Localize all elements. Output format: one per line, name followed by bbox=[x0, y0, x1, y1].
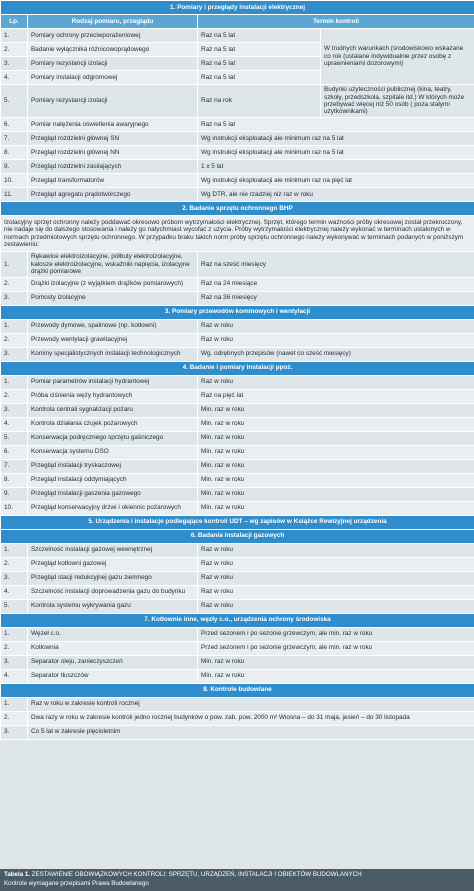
row-name: Przegląd agregatu prądotwórczego bbox=[28, 188, 198, 202]
row-name: Kontrola systemu wykrywania gazu bbox=[28, 599, 198, 613]
row-name: Kontrola centrali sygnalizacji pożaru bbox=[28, 403, 198, 417]
table-row bbox=[1, 431, 474, 445]
row-term: Raz w roku bbox=[198, 543, 474, 557]
row-name: Separator oleju, zanieczyszczeń bbox=[28, 655, 198, 669]
row-name: Separator tłuszczów bbox=[28, 669, 198, 683]
row-name: Przegląd rozdzielni głównej NN bbox=[28, 146, 198, 160]
header-type: Rodzaj pomiaru, przeglądu bbox=[28, 15, 198, 29]
row-number: 9. bbox=[1, 487, 28, 501]
row-term: Raz na pięć lat bbox=[198, 389, 474, 403]
section-7-rows bbox=[1, 627, 474, 683]
row-term: Raz na 5 lat bbox=[198, 29, 321, 43]
table-row bbox=[1, 501, 474, 515]
section-5-title: 5. Urządzenia i instalacje podlegające kontroli UDT – wg zapisów w Książce Rewizyjnej urządzenia bbox=[1, 515, 474, 529]
row-name: Kontrola działania czujek pożarowych bbox=[28, 417, 198, 431]
row-term: Raz w roku bbox=[198, 319, 474, 333]
row-name: Przegląd konserwacyjny drzwi i okiennic pożarowych bbox=[28, 501, 198, 515]
table-row bbox=[1, 417, 474, 431]
row-number: 2. bbox=[1, 277, 28, 291]
row-term: Raz na 5 lat bbox=[198, 57, 321, 71]
table-row bbox=[1, 557, 474, 571]
row-term: Raz na sześć miesięcy bbox=[198, 252, 474, 277]
row-number: 2. bbox=[1, 43, 28, 57]
row-term: Raz na 36 miesięcy bbox=[198, 291, 474, 305]
section-2-rows bbox=[1, 252, 474, 305]
table-row bbox=[1, 403, 474, 417]
row-name: Przewody wentylacji grawitacyjnej bbox=[28, 333, 198, 347]
table-row bbox=[1, 389, 474, 403]
row-name: Rękawice elektroizolacyjne, półbuty elektroizolacyjne, kalosze elektroizolacyjne, wskaźniki napięcia, izolacyjne drążki pomiarowe bbox=[28, 252, 198, 277]
section-1-title: 1. Pomiary i przeglądy instalacji elektrycznej bbox=[1, 1, 474, 15]
table-row bbox=[1, 319, 474, 333]
section-4-title: 4. Badanie i pomiary instalacji ppoż. bbox=[1, 361, 474, 375]
row-term: Przed sezonem i po sezonie grzewczym, ale min. raz w roku bbox=[198, 627, 474, 641]
row-number: 8. bbox=[1, 146, 28, 160]
table-row bbox=[1, 711, 474, 725]
row-number: 2. bbox=[1, 333, 28, 347]
row-number: 2. bbox=[1, 557, 28, 571]
row-number: 10. bbox=[1, 174, 28, 188]
row-name: Przegląd instalacji gaszenia gazowego bbox=[28, 487, 198, 501]
section-3-rows bbox=[1, 319, 474, 361]
table-row bbox=[1, 291, 474, 305]
table-row bbox=[1, 347, 474, 361]
row-name: Kotłownia bbox=[28, 641, 198, 655]
row-name: Konserwacja systemu DSO bbox=[28, 445, 198, 459]
row-term: Raz na 5 lat bbox=[198, 71, 321, 85]
row-name: Przewody dymowe, spalinowe (np. kotłowni) bbox=[28, 319, 198, 333]
table-row bbox=[1, 627, 474, 641]
row-term: Min. raz w roku bbox=[198, 403, 474, 417]
table-row bbox=[1, 29, 474, 43]
table-row bbox=[1, 459, 474, 473]
row-name: Pomiary rezystancji izolacji bbox=[28, 85, 198, 118]
row-number: 2. bbox=[1, 641, 28, 655]
table-row bbox=[1, 174, 474, 188]
row-term: Min. raz w roku bbox=[198, 459, 474, 473]
row-number: 1. bbox=[1, 29, 28, 43]
table-row bbox=[1, 132, 474, 146]
row-number: 4. bbox=[1, 585, 28, 599]
row-name: Kominy specjalistycznych instalacji technologicznych bbox=[28, 347, 198, 361]
row-number: 3. bbox=[1, 57, 28, 71]
row-term: Min. raz w roku bbox=[198, 431, 474, 445]
row-term: Wg instrukcji eksploatacji ale minimum raz na pięć lat bbox=[198, 174, 474, 188]
row-number: 1. bbox=[1, 627, 28, 641]
row-number: 3. bbox=[1, 347, 28, 361]
table-row bbox=[1, 571, 474, 585]
row-term: Raz na 24 miesiące bbox=[198, 277, 474, 291]
row-name: Badanie wyłącznika różnicowoprądowego bbox=[28, 43, 198, 57]
row-name: Przegląd rozdzielni głównej SN bbox=[28, 132, 198, 146]
section-4-rows bbox=[1, 375, 474, 515]
table-row bbox=[1, 487, 474, 501]
row-number: 5. bbox=[1, 85, 28, 118]
row-term: Min. raz w roku bbox=[198, 417, 474, 431]
caption-title: ZESTAWIENIE OBOWIĄZKOWYCH KONTROLI: SPRZĘTU, URZĄDZEŃ, INSTALACJI I OBIEKTÓW BUDOWLANYCH bbox=[30, 871, 362, 878]
row-term: Dwa razy w roku w zakresie kontroli jedno rocznej budynków o pow. zab. pow. 2000 m² Wiosna – do 31 maja, jesień – do 30 listopada bbox=[28, 711, 474, 725]
table-row bbox=[1, 585, 474, 599]
section-7-title: 7. Kotłownie inne, węzły c.o., urządzenia ochrony środowiska bbox=[1, 613, 474, 627]
row-name: Węzeł c.o. bbox=[28, 627, 198, 641]
row-term: 1 x 5 lat bbox=[198, 160, 474, 174]
row-term: Min. raz w roku bbox=[198, 487, 474, 501]
row-name: Próba ciśnienia węży hydrantowych bbox=[28, 389, 198, 403]
row-name: Pomiar parametrów instalacji hydrantowej bbox=[28, 375, 198, 389]
row-term: Raz w roku bbox=[198, 585, 474, 599]
row-number: 5. bbox=[1, 431, 28, 445]
section-8-rows bbox=[1, 697, 474, 739]
row-name: Pomiary instalacji odgromowej bbox=[28, 71, 198, 85]
row-name: Szczelność instalacji doprowadzenia gazu do budynku bbox=[28, 585, 198, 599]
row-number: 6. bbox=[1, 445, 28, 459]
row-number: 1. bbox=[1, 697, 28, 711]
row-name: Przegląd stacji redukcyjnej gazu ziemnego bbox=[28, 571, 198, 585]
header-lp: Lp. bbox=[1, 15, 28, 29]
row-name: Szczelność instalacji gazowej wewnętrznej bbox=[28, 543, 198, 557]
row-note: Budynki użyteczności publicznej (kina, teatry, szkoły, przedszkola, szpitale itd.) W których może przebywać więcej niż 50 osób ( poza stałymi użytkownikami) bbox=[321, 85, 474, 118]
row-name: Drążki izolacyjne (z wyjątkiem drążków pomiarowych) bbox=[28, 277, 198, 291]
row-term: Min. raz w roku bbox=[198, 655, 474, 669]
row-name: Pomiar natężenia oświetlenia awaryjnego bbox=[28, 118, 198, 132]
row-term: Min. raz w roku bbox=[198, 445, 474, 459]
row-term: Wg instrukcji eksploatacji ale minimum raz na 5 lat bbox=[198, 132, 474, 146]
row-term: Raz w roku bbox=[198, 557, 474, 571]
row-name: Przegląd instalacji oddymiających bbox=[28, 473, 198, 487]
table-row bbox=[1, 725, 474, 739]
table-row bbox=[1, 146, 474, 160]
row-name: Przegląd kotłowni gazowej bbox=[28, 557, 198, 571]
row-term: Raz w roku bbox=[198, 599, 474, 613]
row-number: 2. bbox=[1, 711, 28, 725]
row-number: 2. bbox=[1, 389, 28, 403]
table-row bbox=[1, 85, 474, 118]
row-term: Wg instrukcji eksploatacji ale minimum raz na 5 lat bbox=[198, 146, 474, 160]
section-2-title: 2. Badanie sprzętu ochronnego BHP bbox=[1, 202, 474, 216]
header-term: Termin kontroli bbox=[198, 15, 474, 29]
row-term: Raz na 5 lat bbox=[198, 43, 321, 57]
section-6-rows bbox=[1, 543, 474, 613]
row-term: Raz na 5 lat bbox=[198, 118, 474, 132]
row-term: Co 5 lat w zakresie pięcioletnim bbox=[28, 725, 474, 739]
row-note: W trudnych warunkach (środowiskowo wskazane co rok (ustalane indywidualnie przez osobę z uprawnieniami dozorowymi) bbox=[321, 29, 474, 85]
table-row bbox=[1, 669, 474, 683]
row-name: Przegląd transformatorów bbox=[28, 174, 198, 188]
row-number: 1. bbox=[1, 319, 28, 333]
row-term: Raz na rok bbox=[198, 85, 321, 118]
table-row bbox=[1, 445, 474, 459]
table-row bbox=[1, 160, 474, 174]
row-term: Raz w roku w zakresie kontroli rocznej bbox=[28, 697, 474, 711]
row-number: 6. bbox=[1, 118, 28, 132]
row-number: 1. bbox=[1, 252, 28, 277]
row-number: 3. bbox=[1, 291, 28, 305]
row-number: 4. bbox=[1, 417, 28, 431]
table-row bbox=[1, 697, 474, 711]
section-6-title: 6. Badania instalacji gazowych bbox=[1, 529, 474, 543]
caption-subtitle: Kontrole wymagane przepisami Prawa Budowlanego bbox=[4, 879, 149, 887]
row-number: 7. bbox=[1, 459, 28, 473]
row-number: 1. bbox=[1, 375, 28, 389]
row-number: 7. bbox=[1, 132, 28, 146]
section-3-title: 3. Pomiary przewodów kominowych i wentylacji bbox=[1, 305, 474, 319]
row-number: 4. bbox=[1, 71, 28, 85]
row-number: 11. bbox=[1, 188, 28, 202]
row-number: 4. bbox=[1, 669, 28, 683]
row-number: 10. bbox=[1, 501, 28, 515]
row-name: Przegląd instalacji tryskaczowej bbox=[28, 459, 198, 473]
row-term: Raz w roku bbox=[198, 571, 474, 585]
row-name: Pomiary ochrony przeciwporażeniowej bbox=[28, 29, 198, 43]
row-term: Raz w roku bbox=[198, 375, 474, 389]
section-8-title: 8. Kontrole budowlane bbox=[1, 683, 474, 697]
row-number: 3. bbox=[1, 725, 28, 739]
table-row bbox=[1, 252, 474, 277]
table-row bbox=[1, 473, 474, 487]
table-row bbox=[1, 277, 474, 291]
row-term: Min. raz w roku bbox=[198, 669, 474, 683]
row-number: 5. bbox=[1, 599, 28, 613]
table-row bbox=[1, 543, 474, 557]
section-1-rows bbox=[1, 29, 474, 202]
section-2-intro: Izolacyjny sprzęt ochronny należy poddawać okresowo próbom wytrzymałości elektrycznej. Sprzęt, którego termin ważności próby okresowej został przekroczony, nie nadaje się do dalszego stosowania i należy go natychmiast wycofać z użycia. Próby wytrzymałości elektrycznej należy wykonać w terminach ustalonych w normach przedmiotowych sprzętu ochronnego. W przypadku braku takich norm próby sprzętu ochronnego należy wykonywać w terminach podanych w poniższym zestawieniu: bbox=[1, 216, 474, 252]
row-term: Min. raz w roku bbox=[198, 473, 474, 487]
row-term: Wg DTR, ale nie rzadziej niż raz w roku bbox=[198, 188, 474, 202]
row-number: 3. bbox=[1, 571, 28, 585]
row-term: Wg. odrębnych przepisów (nawet co sześć miesięcy) bbox=[198, 347, 474, 361]
table-row bbox=[1, 118, 474, 132]
table-row bbox=[1, 599, 474, 613]
row-number: 1. bbox=[1, 543, 28, 557]
row-name: Pomiary rezystancji izolacji bbox=[28, 57, 198, 71]
row-name: Konserwacja podręcznego sprzętu gaśniczego bbox=[28, 431, 198, 445]
row-term: Min. raz w roku bbox=[198, 501, 474, 515]
row-name: Pomosty izolacyjne bbox=[28, 291, 198, 305]
row-number: 3. bbox=[1, 655, 28, 669]
table-row bbox=[1, 188, 474, 202]
table-row bbox=[1, 641, 474, 655]
row-number: 8. bbox=[1, 473, 28, 487]
table-row bbox=[1, 333, 474, 347]
row-term: Przed sezonem i po sezonie grzewczym, ale min. raz w roku bbox=[198, 641, 474, 655]
row-name: Przegląd rozdzielni zasilających bbox=[28, 160, 198, 174]
row-number: 9. bbox=[1, 160, 28, 174]
table-row bbox=[1, 375, 474, 389]
table-row bbox=[1, 655, 474, 669]
table-caption bbox=[0, 869, 474, 891]
caption-label: Tabela 1. bbox=[4, 871, 31, 878]
table-header bbox=[1, 15, 474, 29]
row-term: Raz w roku bbox=[198, 333, 474, 347]
row-number: 3. bbox=[1, 403, 28, 417]
